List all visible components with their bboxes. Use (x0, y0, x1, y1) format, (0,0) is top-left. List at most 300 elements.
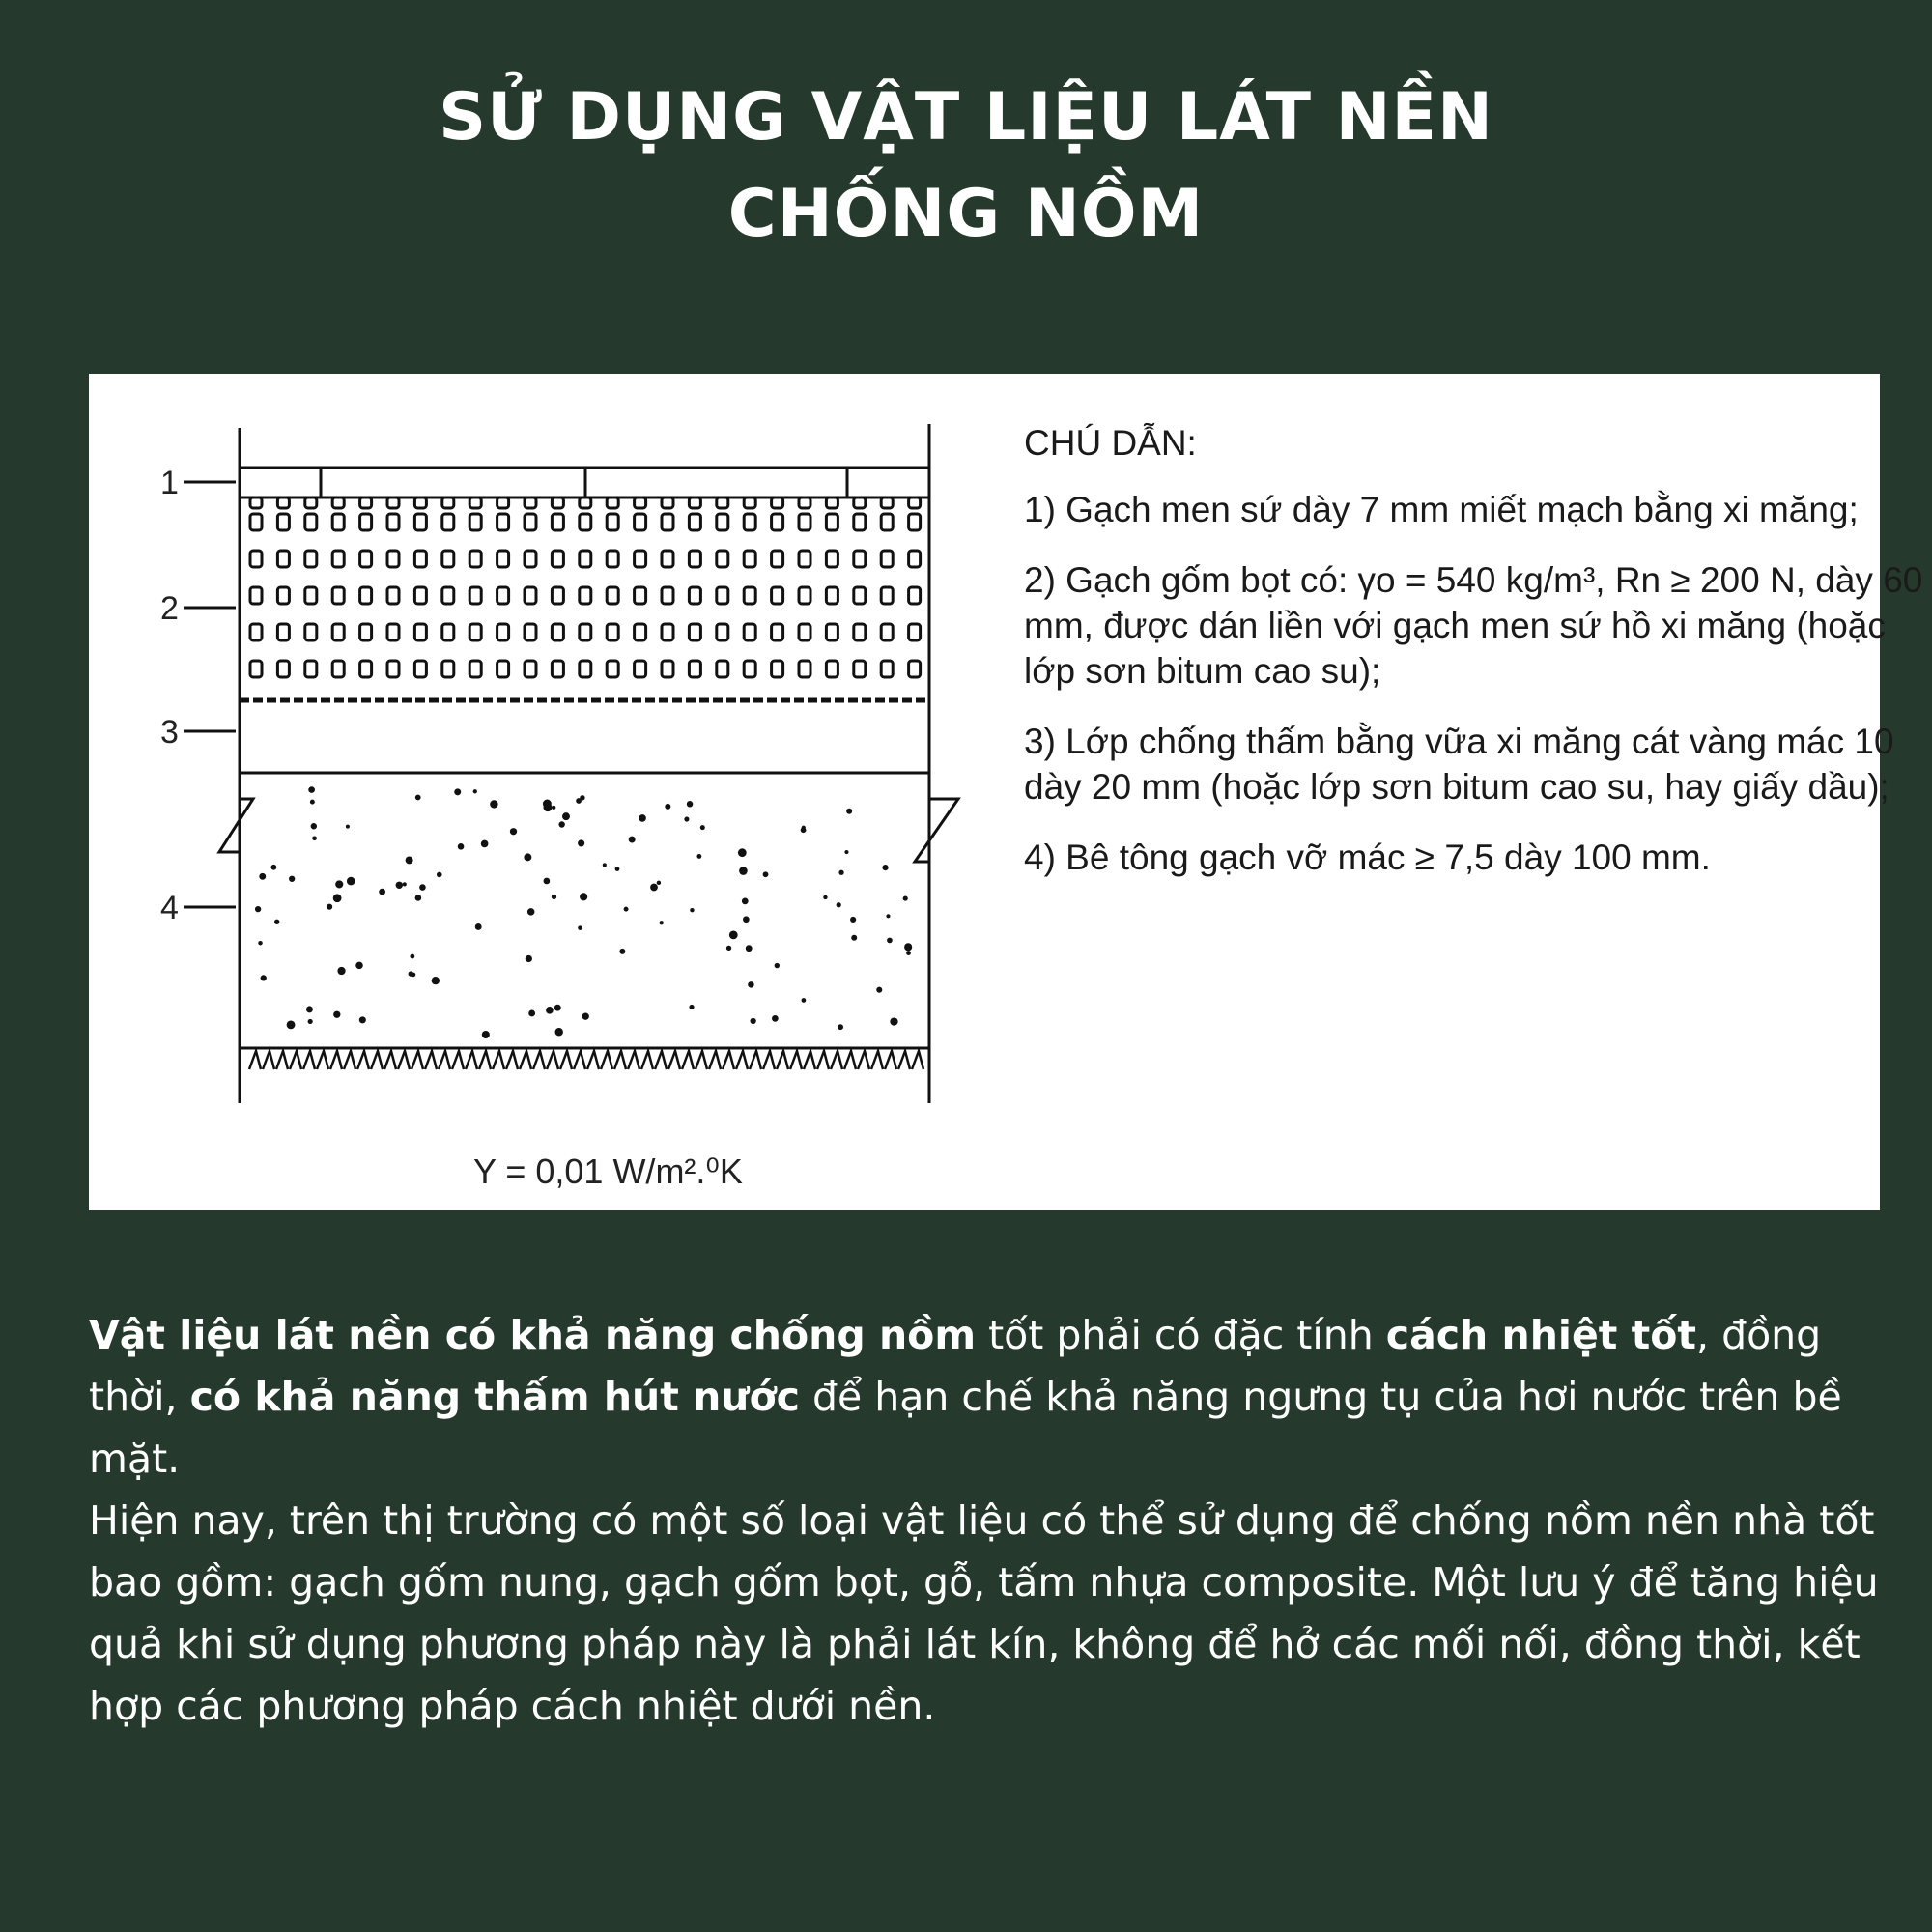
aggregate-dot (524, 853, 531, 861)
pore (305, 624, 317, 640)
pore (469, 551, 481, 567)
pore (744, 514, 755, 530)
pore (525, 661, 536, 677)
aggregate-dot (887, 938, 893, 944)
body-text (89, 1304, 1886, 1737)
aggregate-dot (546, 1007, 554, 1014)
bold-phrase: có khả năng thấm hút nước (189, 1374, 800, 1420)
pore (826, 661, 838, 677)
aggregate-dot (851, 935, 857, 941)
pore (662, 497, 673, 508)
pore (552, 514, 563, 530)
aggregate-dot (690, 908, 694, 912)
hatch-mark (736, 1051, 748, 1069)
aggregate-dot (580, 893, 587, 900)
aggregate-dot (528, 1010, 535, 1017)
paragraph-2: Hiện nay, trên thị trường có một số loại vật liệu có thể sử dụng để chống nồm nền nhà tốt bao gồm: gạch gốm nung, gạch gốm bọt, gỗ, tấm nhựa composite. Một lưu ý để tăng hiệu quả khi sử dụng phương pháp này là phải lát kín, không để hở các mối nối, đồng thời, kết hợp các phương pháp cách nhiệt dưới nền. (89, 1497, 1879, 1729)
aggregate-dot (526, 955, 532, 962)
pore (414, 514, 426, 530)
pore (580, 514, 591, 530)
pore (580, 661, 591, 677)
aggregate-dot (582, 1013, 589, 1020)
pore (826, 551, 838, 567)
aggregate-dot (409, 971, 414, 977)
hatch-mark (506, 1051, 518, 1069)
hatch-mark (696, 1051, 707, 1069)
pore (332, 661, 344, 677)
aggregate-dot (576, 798, 582, 804)
text-run: tốt phải có đặc tính (976, 1312, 1386, 1358)
layer-label-3: 3 (160, 714, 179, 751)
aggregate-dot (306, 1006, 313, 1012)
pore (744, 661, 755, 677)
aggregate-dot (308, 1019, 313, 1024)
aggregate-dot (327, 904, 332, 910)
pore (387, 497, 399, 508)
hatch-mark (817, 1051, 829, 1069)
pore (689, 587, 700, 604)
text-run: để hạn chế khả năng ngưng tụ của hơi nước trên bề mặt. (89, 1374, 1842, 1482)
pore (360, 514, 372, 530)
hatch-mark (804, 1051, 815, 1069)
legend-heading: CHÚ DẪN: (1024, 423, 1197, 463)
aggregate-dot (555, 1028, 563, 1036)
pore (662, 514, 673, 530)
pore (442, 587, 454, 604)
pore (525, 497, 536, 508)
pore (387, 587, 399, 604)
aggregate-dot (458, 843, 465, 850)
pore (717, 497, 728, 508)
pore (826, 587, 838, 604)
aggregate-dot (335, 880, 343, 888)
hatch-mark (831, 1051, 842, 1069)
hatch-mark (628, 1051, 639, 1069)
aggregate-dot (437, 872, 442, 878)
pore (744, 551, 755, 567)
hatch-mark (371, 1051, 383, 1069)
pore (277, 497, 289, 508)
aggregate-dot (562, 812, 570, 820)
hatch-mark (547, 1051, 558, 1069)
hatch-mark (439, 1051, 450, 1069)
pore (607, 587, 618, 604)
thermal-formula: Y = 0,01 W/m².⁰K (473, 1151, 743, 1191)
pore (772, 587, 783, 604)
pore (442, 497, 454, 508)
pore (305, 497, 317, 508)
hatch-mark (560, 1051, 572, 1069)
legend-item-1: 1) Gạch men sứ dày 7 mm miết mạch bằng xi măng; (1024, 490, 1859, 529)
aggregate-dot (837, 902, 841, 907)
pore (689, 661, 700, 677)
pore (250, 514, 262, 530)
pore (909, 551, 921, 567)
aggregate-dot (333, 1011, 340, 1018)
pore (277, 551, 289, 567)
pore (635, 587, 646, 604)
pore (662, 551, 673, 567)
aggregate-dot (255, 906, 261, 912)
pore (635, 551, 646, 567)
hatch-mark (790, 1051, 802, 1069)
layer-label-2: 2 (160, 590, 179, 627)
aggregate-dot (333, 894, 342, 902)
aggregate-dot (347, 877, 355, 886)
aggregate-dot (475, 923, 482, 930)
aggregate-dot (665, 804, 670, 810)
title-line-2: CHỐNG NỒM (727, 176, 1205, 252)
hatch-mark (858, 1051, 869, 1069)
pore (442, 661, 454, 677)
hatch-mark (290, 1051, 301, 1069)
pore (414, 661, 426, 677)
pore (635, 514, 646, 530)
hatch-mark (398, 1051, 410, 1069)
aggregate-dot (838, 1024, 843, 1030)
pore (607, 624, 618, 640)
aggregate-dot (684, 816, 689, 821)
text-run: , đồng thời, (89, 1312, 1822, 1420)
aggregate-dot (544, 878, 551, 885)
aggregate-dot (687, 801, 693, 807)
pore (360, 551, 372, 567)
pore (772, 624, 783, 640)
hatch-mark (844, 1051, 856, 1069)
aggregate-dot (355, 962, 362, 969)
pore (497, 587, 509, 604)
aggregate-dot (876, 987, 882, 993)
pore (497, 661, 509, 677)
pore (552, 551, 563, 567)
pore (854, 587, 866, 604)
pore (360, 587, 372, 604)
aggregate-dot (552, 895, 556, 899)
aggregate-dot (410, 954, 414, 959)
pore (854, 551, 866, 567)
hatch-mark (763, 1051, 775, 1069)
pore (360, 661, 372, 677)
pore (689, 514, 700, 530)
pore (744, 497, 755, 508)
aggregate-dot (615, 867, 620, 871)
pore (360, 497, 372, 508)
pore (854, 624, 866, 640)
aggregate-dot (554, 1005, 561, 1011)
hatch-mark (574, 1051, 585, 1069)
pore (772, 514, 783, 530)
hatch-mark (263, 1051, 274, 1069)
pore (881, 587, 893, 604)
pore (305, 661, 317, 677)
aggregate-dot (490, 800, 497, 808)
aggregate-dot (482, 1031, 490, 1038)
legend-item-4: 4) Bê tông gạch vỡ mác ≥ 7,5 dày 100 mm. (1024, 838, 1711, 877)
pore (469, 661, 481, 677)
aggregate-dot (527, 908, 535, 916)
aggregate-dot (379, 889, 385, 895)
aggregate-dot (726, 946, 731, 951)
pore (607, 514, 618, 530)
pore (552, 661, 563, 677)
concrete-aggregate (255, 786, 912, 1038)
pore (387, 624, 399, 640)
aggregate-dot (772, 1015, 779, 1022)
pore (360, 624, 372, 640)
pore (332, 624, 344, 640)
aggregate-dot (886, 914, 890, 918)
pore (662, 661, 673, 677)
aggregate-dot (650, 884, 658, 892)
pore (469, 587, 481, 604)
aggregate-dot (543, 800, 552, 809)
hatch-mark (493, 1051, 504, 1069)
aggregate-dot (415, 795, 421, 801)
pore (881, 624, 893, 640)
aggregate-dot (603, 863, 607, 867)
pore (744, 587, 755, 604)
hatch-mark (723, 1051, 734, 1069)
aggregate-dot (287, 1020, 296, 1029)
paragraph-1 (89, 1304, 1886, 1490)
hatch-mark (871, 1051, 883, 1069)
hatch-mark (412, 1051, 423, 1069)
pore (332, 551, 344, 567)
hatch-mark (777, 1051, 788, 1069)
pore (305, 514, 317, 530)
pore (469, 497, 481, 508)
hatch-mark (357, 1051, 369, 1069)
aggregate-dot (700, 825, 705, 830)
legend-item-3: 3) Lớp chống thấm bằng vữa xi măng cát vàng mác 10 dày 20 mm (hoặc lớp sơn bitum cao su, hay giấy dầu); (1024, 722, 1894, 807)
pore (799, 514, 810, 530)
ground-hatch (249, 1051, 923, 1069)
pore (497, 624, 509, 640)
pore (635, 624, 646, 640)
pore (881, 661, 893, 677)
aggregate-dot (415, 895, 422, 901)
pore (799, 587, 810, 604)
pore (250, 587, 262, 604)
pore (717, 514, 728, 530)
pore (332, 514, 344, 530)
pore (525, 514, 536, 530)
pore (387, 551, 399, 567)
pore (717, 587, 728, 604)
layer-label-4: 4 (160, 890, 179, 926)
aggregate-dot (359, 1016, 366, 1023)
pore (580, 551, 591, 567)
pore (909, 624, 921, 640)
pore (442, 551, 454, 567)
pore (717, 551, 728, 567)
title-line-1: SỬ DỤNG VẬT LIỆU LÁT NỀN (439, 79, 1493, 156)
aggregate-dot (396, 882, 403, 889)
pore (799, 661, 810, 677)
aggregate-dot (903, 896, 908, 901)
aggregate-dot (578, 839, 584, 846)
pore (277, 587, 289, 604)
pore (497, 551, 509, 567)
aggregate-dot (751, 1018, 756, 1024)
aggregate-dot (510, 828, 517, 835)
hatch-mark (479, 1051, 491, 1069)
pore (744, 624, 755, 640)
pore (497, 497, 509, 508)
aggregate-dot (696, 854, 701, 859)
pore (250, 551, 262, 567)
pore (826, 497, 838, 508)
aggregate-dot (657, 881, 661, 885)
pore (580, 587, 591, 604)
pore (854, 661, 866, 677)
pore (717, 624, 728, 640)
hatch-mark (303, 1051, 315, 1069)
aggregate-dot (639, 814, 646, 822)
hatch-mark (750, 1051, 761, 1069)
pore (662, 624, 673, 640)
floor-section-figure (89, 374, 1923, 1210)
pore (881, 514, 893, 530)
pore (442, 514, 454, 530)
pore (689, 497, 700, 508)
pore (580, 624, 591, 640)
aggregate-dot (406, 856, 413, 864)
aggregate-dot (311, 823, 317, 829)
pore (772, 497, 783, 508)
pore (580, 497, 591, 508)
pore (250, 497, 262, 508)
hatch-mark (709, 1051, 721, 1069)
pore (909, 587, 921, 604)
aggregate-dot (261, 975, 267, 980)
aggregate-dot (289, 876, 295, 882)
aggregate-dot (258, 941, 262, 945)
aggregate-dot (850, 917, 856, 923)
pore (635, 497, 646, 508)
aggregate-dot (801, 827, 807, 833)
aggregate-dot (473, 789, 477, 793)
aggregate-dot (742, 898, 749, 905)
hatch-mark (425, 1051, 437, 1069)
hatch-mark (885, 1051, 896, 1069)
pore (662, 587, 673, 604)
pore (497, 514, 509, 530)
pore (332, 497, 344, 508)
aggregate-dot (270, 865, 276, 870)
aggregate-dot (308, 786, 315, 793)
pore (525, 624, 536, 640)
legend (1024, 420, 1932, 905)
aggregate-dot (274, 920, 279, 924)
aggregate-dot (578, 925, 582, 930)
pore (635, 661, 646, 677)
hatch-mark (384, 1051, 396, 1069)
pore (414, 497, 426, 508)
hatch-mark (249, 1051, 261, 1069)
aggregate-dot (739, 867, 748, 875)
page-title (0, 70, 1932, 263)
pore (387, 661, 399, 677)
pore (799, 551, 810, 567)
hatch-mark (587, 1051, 599, 1069)
aggregate-dot (432, 977, 440, 984)
pore (250, 624, 262, 640)
aggregate-dot (312, 836, 317, 840)
aggregate-dot (558, 821, 564, 827)
hatch-mark (344, 1051, 355, 1069)
pore (826, 514, 838, 530)
pore (881, 497, 893, 508)
pore (826, 624, 838, 640)
aggregate-dot (619, 949, 625, 954)
aggregate-dot (882, 865, 888, 870)
pore (277, 661, 289, 677)
pore (277, 624, 289, 640)
hatch-mark (452, 1051, 464, 1069)
hatch-mark (533, 1051, 545, 1069)
pore (689, 624, 700, 640)
pore (689, 551, 700, 567)
aggregate-dot (904, 943, 912, 951)
pore (799, 624, 810, 640)
aggregate-dot (310, 800, 315, 805)
pore (469, 514, 481, 530)
pore (881, 551, 893, 567)
hatch-mark (601, 1051, 612, 1069)
pore (772, 551, 783, 567)
pore (442, 624, 454, 640)
hatch-mark (276, 1051, 288, 1069)
pore (552, 624, 563, 640)
hatch-mark (668, 1051, 680, 1069)
hatch-mark (317, 1051, 328, 1069)
bold-phrase: Vật liệu lát nền có khả năng chống nồm (89, 1312, 977, 1358)
pore (387, 514, 399, 530)
hatch-mark (898, 1051, 910, 1069)
pore (607, 551, 618, 567)
aggregate-dot (337, 967, 345, 975)
pore (552, 587, 563, 604)
aggregate-dot (746, 945, 753, 952)
pore (305, 551, 317, 567)
hatch-mark (682, 1051, 694, 1069)
aggregate-dot (838, 870, 843, 875)
pore (250, 661, 262, 677)
aggregate-dot (660, 921, 664, 924)
pore (277, 514, 289, 530)
aggregate-dot (346, 825, 350, 829)
aggregate-dot (403, 882, 407, 886)
aggregate-dot (454, 788, 461, 795)
hatch-mark (330, 1051, 342, 1069)
pore (717, 661, 728, 677)
floor-layer-diagram (89, 374, 1016, 1210)
aggregate-dot (906, 951, 911, 955)
aggregate-dot (259, 873, 266, 880)
pore (607, 497, 618, 508)
hatch-mark (655, 1051, 667, 1069)
aggregate-dot (629, 837, 636, 843)
pore (552, 497, 563, 508)
aggregate-dot (802, 998, 807, 1003)
aggregate-dot (552, 806, 555, 810)
foam-tile-pores (250, 497, 921, 677)
legend-item-2: 2) Gạch gốm bọt có: γo = 540 kg/m³, Rn ≥ 200 N, dày 60 mm, được dán liền với gạch men sứ hồ xi măng (hoặc lớp sơn bitum cao su); (1024, 560, 1923, 691)
aggregate-dot (775, 963, 780, 968)
aggregate-dot (481, 840, 489, 848)
aggregate-dot (738, 848, 747, 857)
